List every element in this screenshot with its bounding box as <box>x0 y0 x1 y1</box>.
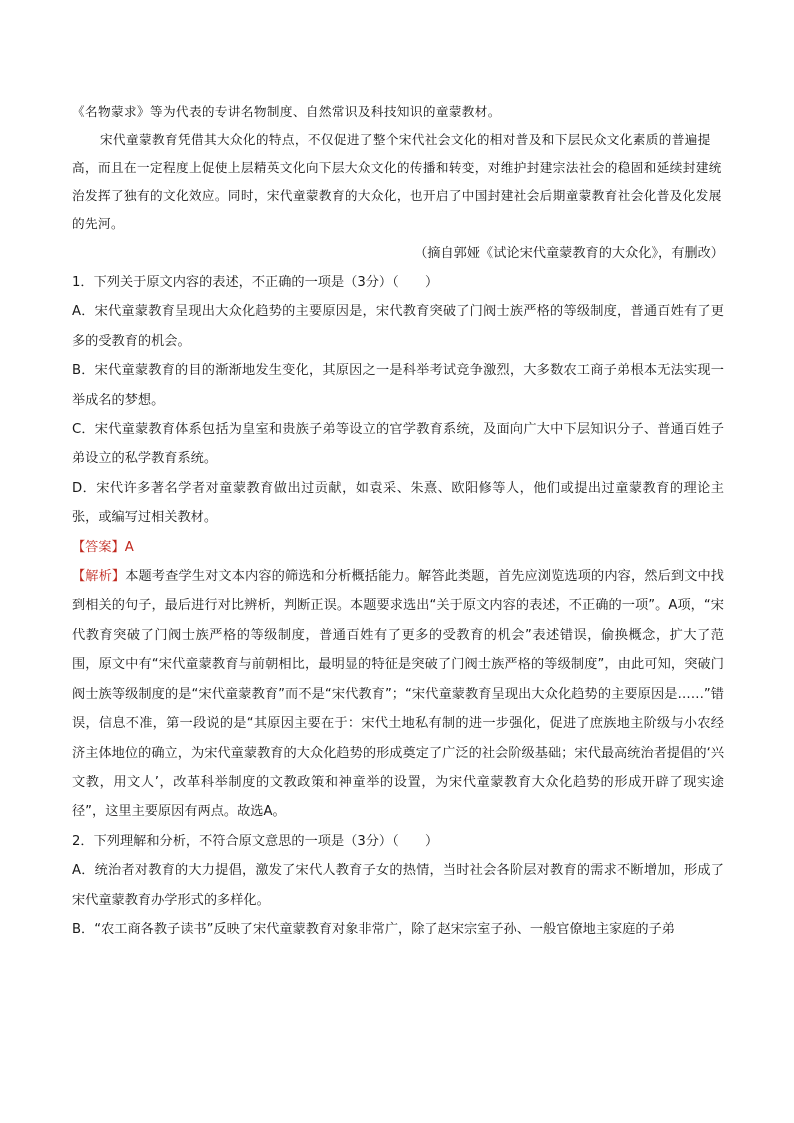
passage-paragraph-2: 宋代童蒙教育凭借其大众化的特点，不仅促进了整个宋代社会文化的相对普及和下层民众文化素质的普遍提高，而且在一定程度上促使上层精英文化向下层大众文化的传播和转变，对维护封建宗法社会的稳固和延续封建统治发挥了独有的文化效应。同时，宋代童蒙教育的大众化，也开启了中国封建社会后期童蒙教育社会化普及化发展的先河。 <box>72 132 722 231</box>
question-2-option-a: A．统治者对教育的大力提倡，激发了宋代人教育子女的热情，当时社会各阶层对教育的需求不断增加，形成了宋代童蒙教育办学形式的多样化。 <box>72 863 724 908</box>
question-1-option-c: C．宋代童蒙教育体系包括为皇室和贵族子弟等设立的官学教育系统，及面向广大中下层知识分子、普通百姓子弟设立的私学教育系统。 <box>72 422 724 467</box>
passage-source: （摘自郭娅《试论宋代童蒙教育的大众化》，有删改） <box>414 246 724 261</box>
analysis-text: 本题考查学生对文本内容的筛选和分析概括能力。解答此类题，首先应浏览选项的内容，然后到文中找到相关的句子，最后进行对比辨析，判断正误。本题要求选出“关于原文内容的表述，不正确的一项”。A项，“宋代教育突破了门阀士族严格的等级制度，普通百姓有了更多的受教育的机会”表述错误，偷换概念，扩大了范围，原文中有“宋代童蒙教育与前朝相比，最明显的特征是突破了门阀士族严格的等级制度”，由此可知，突破门阀士族等级制度的是“宋代童蒙教育”而不是“宋代教育”；“宋代童蒙教育呈现出大众化趋势的主要原因是……”错误，信息不准，第一段说的是“其原因主要在于：宋代土地私有制的进一步强化，促进了庶族地主阶级与小农经济主体地位的确立，为宋代童蒙教育的大众化趋势的形成奠定了广泛的社会阶级基础；宋代最高统治者提倡的‘兴文教，用文人’，改革科举制度的文教政策和神童举的设置，为宋代童蒙教育大众化趋势的形成开辟了现实途径”，这里主要原因有两点。故选A。 <box>72 569 724 820</box>
question-2-stem: 2．下列理解和分析，不符合原文意思的一项是（3分）（ ） <box>72 833 439 849</box>
passage-paragraph-1: 《名物蒙求》等为代表的专讲名物制度、自然常识及科技知识的童蒙教材。 <box>72 104 501 119</box>
question-1-option-a: A．宋代童蒙教育呈现出大众化趋势的主要原因是，宋代教育突破了门阀士族严格的等级制度，普通百姓有了更多的受教育的机会。 <box>72 304 724 349</box>
question-2-option-b: B．“农工商各教子读书”反映了宋代童蒙教育对象非常广，除了赵宋宗室子孙、一般官僚地主家庭的子弟 <box>72 921 675 937</box>
analysis-label: 【解析】 <box>72 569 126 585</box>
answer-value: A <box>124 539 134 555</box>
question-1-stem: 1．下列关于原文内容的表述，不正确的一项是（3分）（ ） <box>72 275 439 290</box>
document-content <box>72 98 724 944</box>
answer-label: 【答案】 <box>72 539 125 555</box>
question-1-option-b: B．宋代童蒙教育的目的渐渐地发生变化，其原因之一是科举考试竞争激烈，大多数农工商子弟根本无法实现一举成名的梦想。 <box>72 363 724 408</box>
question-1-answer <box>72 533 724 562</box>
question-1-option-d: D．宋代许多著名学者对童蒙教育做出过贡献，如袁采、朱熹、欧阳修等人，他们或提出过童蒙教育的理论主张，或编写过相关教材。 <box>72 480 724 526</box>
question-1-analysis <box>72 562 724 827</box>
